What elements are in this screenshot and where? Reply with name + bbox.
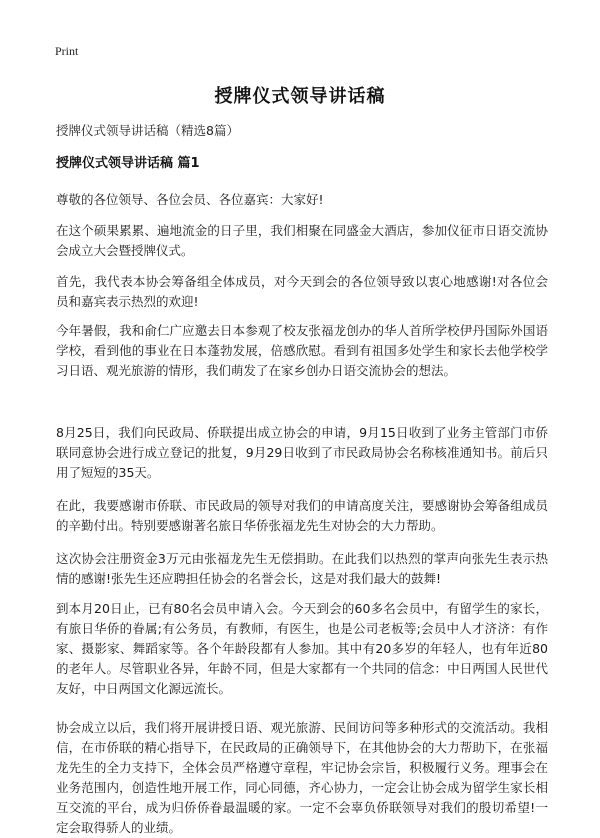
section-heading: 授牌仪式领导讲话稿 篇1: [56, 156, 200, 171]
paragraph-intro: 在这个硕果累累、遍地流金的日子里，我们相聚在同盛金大酒店，参加仪征市日语交流协会成立大会暨授牌仪式。: [56, 222, 548, 258]
paragraph-origin: 今年暑假，我和俞仁广应邀去日本参观了校友张福龙创办的华人首所学校伊丹国际外国语学校，看到他的事业在日本蓬勃发展，倍感欣慰。看到有祖国多处学生和家长去他学校学习日语、观光旅游的情形，我们萌发了在家乡创办日语交流协会的想法。: [56, 322, 548, 378]
print-label: Print: [55, 44, 79, 58]
paragraph-outlook: 协会成立以后，我们将开展讲授日语、观光旅游、民间访问等多种形式的交流活动。我相信，在市侨联的精心指导下，在民政局的正确领导下，在其他协会的大力帮助下，在张福龙先生的全力支持下，全体会员严格遵守章程，牢记协会宗旨，积极履行义务。理事会在业务范围内，创造性地开展工作，同心同德，齐心协力，一定会让协会成为留学生家长相互交流的平台，成为归侨侨眷最温暖的家。一定不会辜负侨联领导对我们的殷切希望!一定会取得骄人的业绩。: [56, 719, 548, 835]
paragraph-timeline: 8月25日，我们向民政局、侨联提出成立协会的申请，9月15日收到了业务主管部门市侨联同意协会进行成立登记的批复，9月29日收到了市民政局协会名称核准通知书。前后只用了短短的35天。: [56, 424, 548, 480]
paragraph-gratitude: 在此，我要感谢市侨联、市民政局的领导对我们的申请高度关注，要感谢协会筹备组成员的辛勤付出。特别要感谢著名旅日华侨张福龙先生对协会的大力帮助。: [56, 497, 548, 533]
document-title: 授牌仪式领导讲话稿: [214, 86, 386, 107]
paragraph-thanks: 首先，我代表本协会筹备组全体成员，对今天到会的各位领导致以衷心地感谢!对各位会员和嘉宾表示热烈的欢迎!: [56, 273, 548, 309]
paragraph-donation: 这次协会注册资金3万元由张福龙先生无偿捐助。在此我们以热烈的掌声向张先生表示热情的感谢!张先生还应聘担任协会的名誉会长，这是对我们最大的鼓舞!: [56, 550, 548, 586]
paragraph-members: 到本月20日止，已有80名会员申请入会。今天到会的60多名会员中，有留学生的家长，有旅日华侨的眷属;有公务员，有教师，有医生，也是公司老板等;会员中人才济济：有作家、摄影家、舞蹈家等。各个年龄段都有人参加。其中有20多岁的年轻人，也有年近80的老年人。尽管职业各异，年龄不同，但是大家都有一个共同的信念：中日两国人民世代友好，中日两国文化源远流长。: [56, 600, 548, 696]
paragraph-greeting: 尊敬的各位领导、各位会员、各位嘉宾：大家好!: [56, 191, 324, 207]
document-subtitle: 授牌仪式领导讲话稿（精选8篇）: [56, 123, 239, 138]
